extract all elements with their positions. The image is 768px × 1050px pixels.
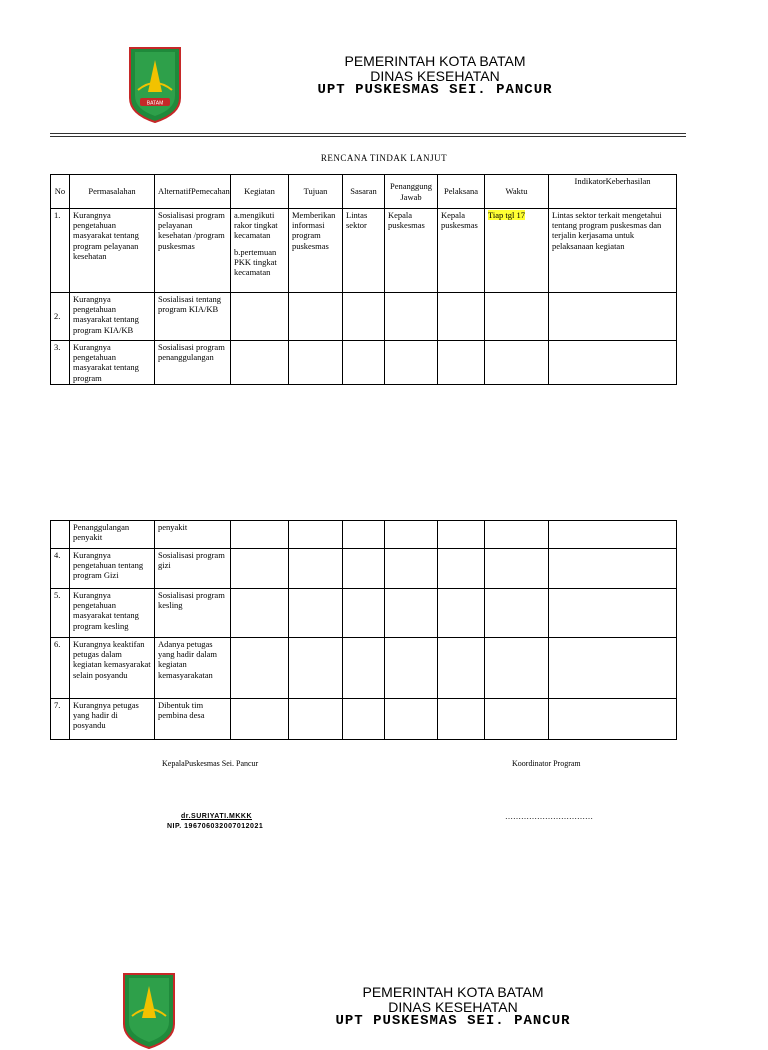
signature-left-name: dr.SURIYATI.MKKK: [181, 813, 253, 820]
col-kegiatan: Kegiatan: [231, 175, 289, 209]
cell-no: 4.: [51, 549, 70, 589]
action-plan-table: [50, 174, 677, 385]
col-penanggung-jawab: Penanggung Jawab: [385, 175, 438, 209]
cell-permasalahan: Kurangnya pengetahuan masyarakat tentang program kesling: [70, 589, 155, 638]
cell-no: 1.: [51, 209, 70, 293]
cell-alternatif: Sosialisasi program penanggulangan: [155, 341, 231, 385]
cell-kegiatan: [231, 209, 289, 293]
waktu-highlight: Tiap tgl 17: [488, 210, 526, 220]
col-alternatif: AlternatifPemecahan: [155, 175, 231, 209]
cell-permasalahan: Kurangnya petugas yang hadir di posyandu: [70, 699, 155, 740]
col-pelaksana: Pelaksana: [438, 175, 485, 209]
header-divider-2: [50, 136, 686, 137]
cell-indikator: Lintas sektor terkait mengetahui tentang program puskesmas dan terjalin kerjasama untuk pelaksanaan kegiatan: [549, 209, 677, 293]
col-sasaran: Sasaran: [343, 175, 385, 209]
signature-left-nip: NIP. 196706032007012021: [167, 823, 264, 830]
cell-alternatif: Dibentuk tim pembina desa: [155, 699, 231, 740]
table-row: [51, 549, 677, 589]
header-divider: [50, 133, 686, 134]
document-title: RENCANA TINDAK LANJUT: [320, 153, 448, 163]
header-line-2: DINAS KESEHATAN: [370, 67, 500, 84]
cell-sasaran: Lintas sektor: [343, 209, 385, 293]
cell-tujuan: Memberikan informasi program puskesmas: [289, 209, 343, 293]
cell-permasalahan: Penanggulangan penyakit: [70, 521, 155, 549]
header-line-1: PEMERINTAH KOTA BATAM: [362, 984, 544, 1000]
cell-permasalahan: Kurangnya pengetahuan tentang program Gizi: [70, 549, 155, 589]
cell-no: 3.: [51, 341, 70, 385]
col-no: No: [51, 175, 70, 209]
cell-no: 2.: [51, 293, 70, 341]
header-line-3: UPT PUSKESMAS SEI. PANCUR: [317, 82, 553, 99]
cell-alternatif: penyakit: [155, 521, 231, 549]
cell-no: [51, 521, 70, 549]
batam-city-emblem: [128, 46, 182, 124]
cell-alternatif: Sosialisasi program pelayanan kesehatan /program puskesmas: [155, 209, 231, 293]
header-line-1: PEMERINTAH KOTA BATAM: [344, 53, 526, 69]
cell-permasalahan: Kurangnya pengetahuan masyarakat tentang program pelayanan kesehatan: [70, 209, 155, 293]
table-row: [51, 589, 677, 638]
col-permasalahan: Permasalahan: [70, 175, 155, 209]
cell-no: 5.: [51, 589, 70, 638]
table-row: [51, 209, 677, 293]
cell-alternatif: Sosialisasi program gizi: [155, 549, 231, 589]
action-plan-table-continued: [50, 520, 677, 740]
signature-right-placeholder: ……………………………: [505, 812, 593, 821]
cell-pelaksana: Kepala puskesmas: [438, 209, 485, 293]
cell-pj: Kepala puskesmas: [385, 209, 438, 293]
batam-city-emblem-next-page: [122, 972, 176, 1050]
kegiatan-a: a.mengikuti rakor tingkat kecamatan: [234, 210, 278, 241]
kegiatan-b: b.pertemuan PKK tingkat kecamatan: [234, 246, 277, 277]
table-row: [51, 699, 677, 740]
header-line-3: UPT PUSKESMAS SEI. PANCUR: [335, 1013, 571, 1030]
cell-no: 7.: [51, 699, 70, 740]
col-indikator: IndikatorKeberhasilan: [549, 175, 677, 209]
signature-right-title: Koordinator Program: [512, 759, 581, 768]
cell-no: 6.: [51, 638, 70, 699]
logo-text: BATAM: [146, 100, 164, 107]
cell-alternatif: Sosialisasi tentang program KIA/KB: [155, 293, 231, 341]
cell-permasalahan: Kurangnya pengetahuan masyarakat tentang program: [70, 341, 155, 385]
table-row: [51, 521, 677, 549]
header-line-2: DINAS KESEHATAN: [388, 998, 518, 1015]
cell-waktu: [485, 209, 549, 293]
letterhead-next-page: [288, 985, 618, 1029]
signature-left-title: KepalaPuskesmas Sei. Pancur: [162, 759, 259, 768]
table-header-row: [51, 175, 677, 209]
letterhead: [270, 54, 600, 98]
table-row: [51, 293, 677, 341]
table-row: [51, 341, 677, 385]
cell-permasalahan: Kurangnya keaktifan petugas dalam kegiatan kemasyarakat selain posyandu: [70, 638, 155, 699]
col-waktu: Waktu: [485, 175, 549, 209]
col-tujuan: Tujuan: [289, 175, 343, 209]
table-row: [51, 638, 677, 699]
cell-permasalahan: Kurangnya pengetahuan masyarakat tentang program KIA/KB: [70, 293, 155, 341]
cell-alternatif: Sosialisasi program kesling: [155, 589, 231, 638]
cell-alternatif: Adanya petugas yang hadir dalam kegiatan kemasyarakatan: [155, 638, 231, 699]
